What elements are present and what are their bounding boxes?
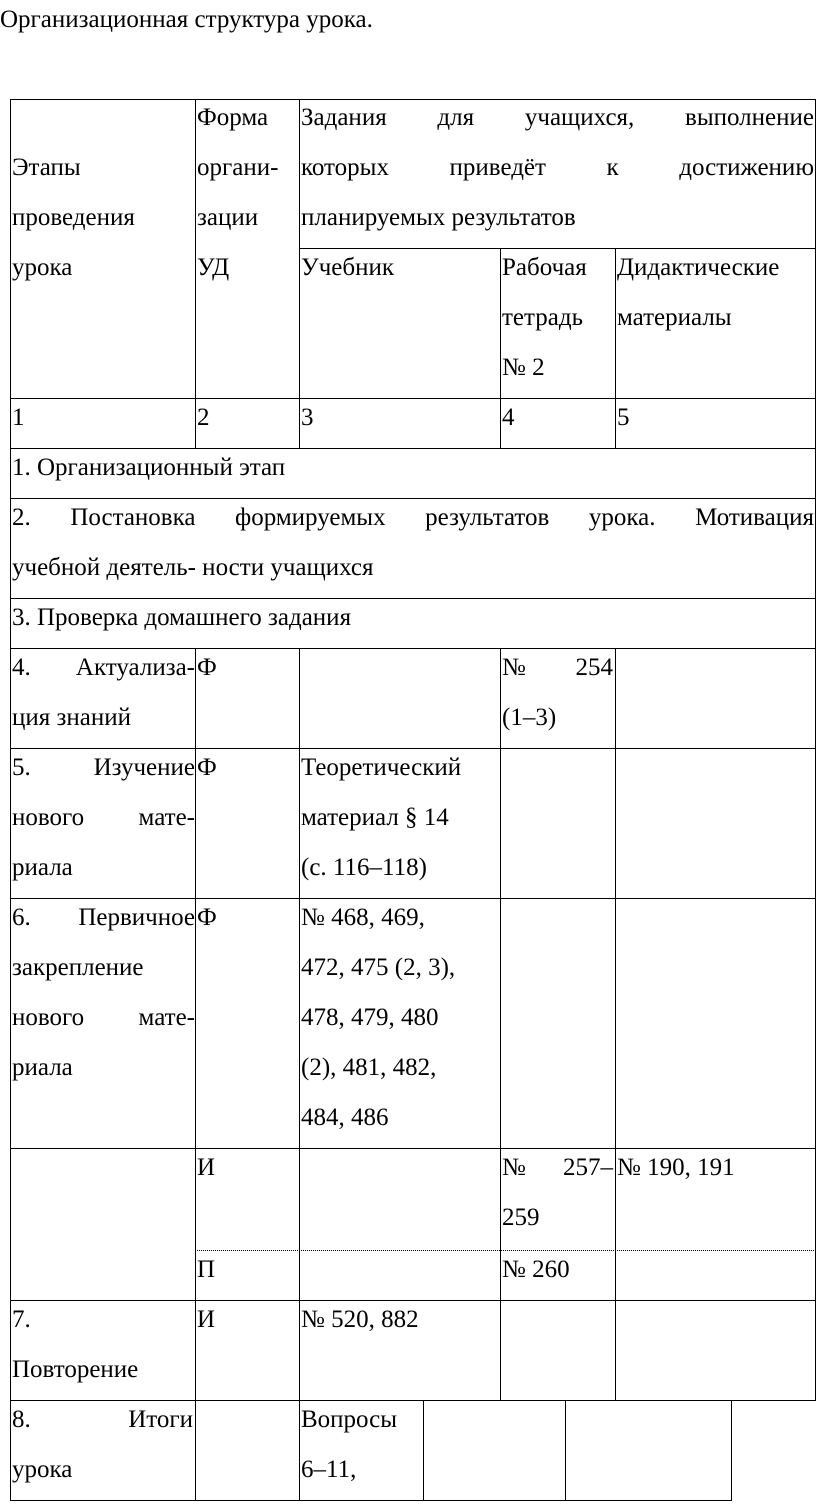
row6-textbook: № 468, 469, 472, 475 (2, 3), 478, 479, 480 (2), 481, 482, 484, 486 (301, 904, 456, 1131)
row4-form: Ф (197, 654, 217, 681)
row8-stage: 8. Итоги урока (12, 1406, 193, 1483)
header-stages: Этапы проведения урока (12, 154, 135, 281)
row6b-didactic: № 190, 191 (617, 1154, 735, 1181)
column-number: 4 (502, 404, 515, 431)
row7-textbook: № 520, 882 (301, 1306, 419, 1333)
row6c-workbook: № 260 (502, 1256, 570, 1283)
column-number: 2 (197, 404, 210, 431)
header-didactic: Дидактические материалы (617, 254, 780, 331)
row6-form: Ф (197, 904, 217, 931)
header-form: Форма органи- зации УД (197, 104, 279, 281)
section-organizational: 1. Организационный этап (12, 454, 286, 481)
row5-stage: 5. Изучение нового мате- риала (12, 754, 195, 881)
column-number: 3 (301, 404, 314, 431)
row6c-form: П (197, 1256, 216, 1283)
section-homework-check: 3. Проверка домашнего задания (12, 604, 352, 631)
row5-form: Ф (197, 754, 217, 781)
row6-stage: 6. Первичное закрепление нового мате- риала (12, 904, 195, 1081)
row4-workbook: № 254 (1–3) (502, 654, 613, 731)
header-workbook: Рабочая тетрадь № 2 (502, 254, 587, 381)
column-number: 5 (617, 404, 630, 431)
row5-textbook: Теоретический материал § 14 (с. 116–118) (301, 754, 462, 881)
header-textbook: Учебник (301, 254, 394, 281)
column-number: 1 (12, 404, 25, 431)
section-motivation: 2. Постановка формируемых результатов урока. Мотивация учебной деятель- ности учащихся (12, 504, 814, 581)
page-title: Организационная структура урока. (0, 6, 373, 33)
row8-textbook: Вопросы 6–11, (301, 1406, 398, 1483)
row7-stage: 7. Повторение (12, 1306, 139, 1383)
row4-stage: 4. Актуализа- ция знаний (12, 654, 195, 731)
header-tasks: Задания для учащихся, выполнение которых приведёт к достижению планируемых результатов (301, 104, 814, 231)
row6b-form: И (197, 1154, 216, 1181)
row7-form: И (197, 1306, 216, 1333)
row6b-workbook: № 257– 259 (502, 1154, 613, 1231)
